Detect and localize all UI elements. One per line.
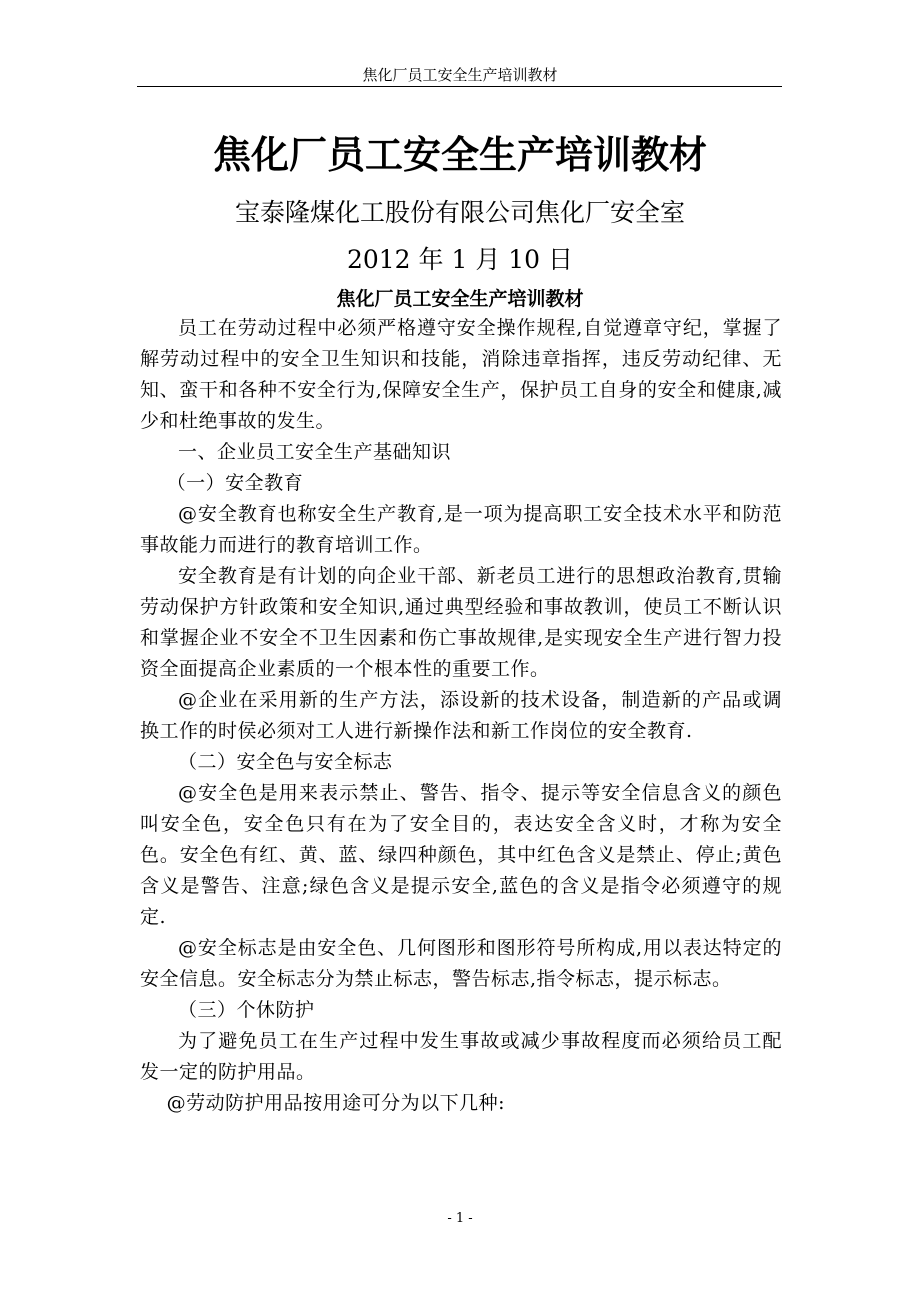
section-title: 焦化厂员工安全生产培训教材 <box>336 288 584 310</box>
document-date: 2012 年 1 月 10 日 <box>346 245 574 274</box>
paragraph-safety-education-definition: @安全教育也称安全生产教育,是一项为提高职工安全技术水平和防范事故能力而进行的教育培训工作。 <box>140 503 782 556</box>
paragraph-safety-education-plan: 安全教育是有计划的向企业干部、新老员工进行的思想政治教育,贯输劳动保护方针政策和安全知识,通过典型经验和事故教训，使员工不断认识和掌握企业不安全不卫生因素和伤亡事故规律,是实现安全生产进行智力投资全面提高企业素质的一个根本性的重要工作。 <box>140 565 782 680</box>
paragraph-protective-equipment: 为了避免员工在生产过程中发生事故或减少事故程度而必须给员工配发一定的防护用品。 <box>140 1030 782 1083</box>
running-header: 焦化厂员工安全生产培训教材 <box>362 66 558 84</box>
heading-safety-education: （一）安全教育 <box>166 472 304 494</box>
paragraph-equipment-categories: @劳动防护用品按用途可分为以下几种: <box>166 1092 505 1114</box>
document-body <box>140 313 782 1119</box>
paragraph-safety-signs: @安全标志是由安全色、几何图形和图形符号所构成,用以表达特定的安全信息。安全标志分为禁止标志，警告标志,指令标志，提示标志。 <box>140 937 782 990</box>
paragraph-new-methods-training: @企业在采用新的生产方法，添设新的技术设备，制造新的产品或调换工作的时侯必须对工人进行新操作法和新工作岗位的安全教育. <box>140 689 782 742</box>
document-title: 焦化厂员工安全生产培训教材 <box>212 133 707 177</box>
header-divider <box>137 86 782 87</box>
paragraph-intro: 员工在劳动过程中必须严格遵守安全操作规程,自觉遵章守纪，掌握了解劳动过程中的安全卫生知识和技能，消除违章指挥，违反劳动纪律、无知、蛮干和各种不安全行为,保障安全生产，保护员工自身的安全和健康,减少和杜绝事故的发生。 <box>140 317 782 432</box>
paragraph-safety-colors: @安全色是用来表示禁止、警告、指令、提示等安全信息含义的颜色叫安全色，安全色只有在为了安全目的，表达安全含义时，才称为安全色。安全色有红、黄、蓝、绿四种颜色，其中红色含义是禁止、停止;黄色含义是警告、注意;绿色含义是提示安全,蓝色的含义是指令必须遵守的规定. <box>140 782 782 928</box>
document-subtitle: 宝泰隆煤化工股份有限公司焦化厂安全室 <box>234 198 685 227</box>
heading-safety-colors-signs: （二）安全色与安全标志 <box>178 751 393 773</box>
page-number: - 1 - <box>447 1211 473 1226</box>
heading-basic-knowledge: 一、企业员工安全生产基础知识 <box>178 441 452 463</box>
heading-personal-protection: （三）个休防护 <box>178 999 315 1021</box>
